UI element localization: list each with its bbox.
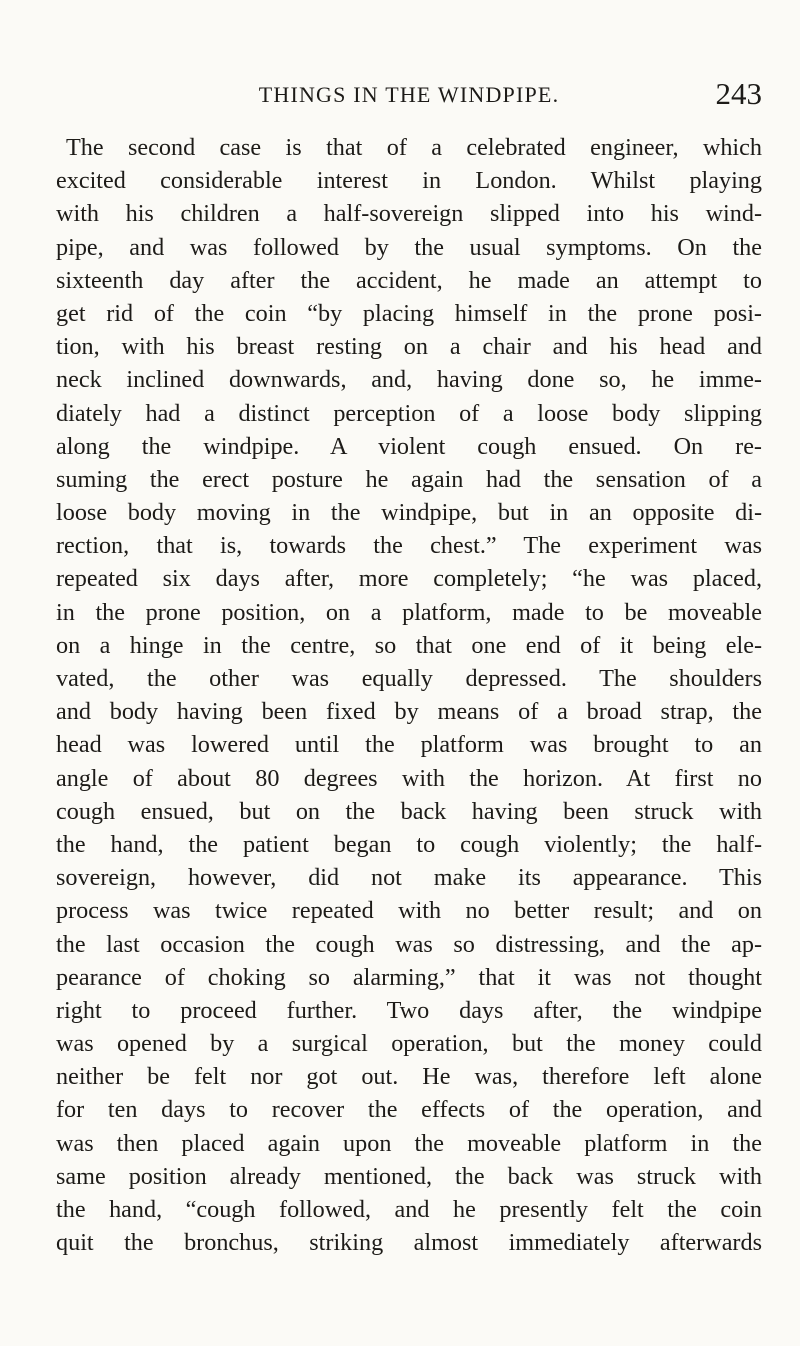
text-line: and body having been fixed by means of a broad strap, the	[56, 698, 762, 726]
text-line: vated, the other was equally depressed. The shoulders	[56, 665, 762, 692]
text-line: suming the erect posture he again had the sensation of a	[56, 465, 762, 493]
text-line: sixteenth day after the accident, he made an attempt to	[56, 266, 762, 294]
text-line: right to proceed further. Two days after, the windpipe	[56, 996, 762, 1024]
text-line: tion, with his breast resting on a chair and his head and	[56, 333, 762, 361]
text-line: for ten days to recover the effects of the operation, and	[56, 1096, 762, 1124]
body-paragraph	[56, 131, 762, 1259]
text-line: angle of about 80 degrees with the horizon. At first no	[56, 764, 762, 792]
text-line: get rid of the coin “by placing himself in the prone posi-	[56, 299, 762, 327]
text-line: diately had a distinct perception of a loose body slipping	[56, 399, 762, 427]
text-line: pipe, and was followed by the usual symptoms. On the	[56, 233, 762, 261]
running-head	[56, 78, 762, 112]
text-line: rection, that is, towards the chest.” The experiment was	[56, 532, 762, 560]
text-line: loose body moving in the windpipe, but in an opposite di-	[56, 499, 762, 527]
text-line: sovereign, however, did not make its appearance. This	[56, 864, 762, 892]
text-line: in the prone position, on a platform, made to be moveable	[56, 598, 762, 626]
text-line: was opened by a surgical operation, but the money could	[56, 1030, 762, 1058]
text-line: the hand, “cough followed, and he presently felt the coin	[56, 1196, 762, 1223]
text-line: on a hinge in the centre, so that one end of it being ele-	[56, 631, 762, 659]
text-line: the last occasion the cough was so distressing, and the ap-	[56, 930, 762, 958]
page-number: 243	[715, 76, 762, 111]
text-line: neck inclined downwards, and, having done so, he imme-	[56, 366, 762, 394]
text-line: quit the bronchus, striking almost immediately afterwards	[56, 1229, 762, 1257]
text-line: process was twice repeated with no better result; and on	[56, 897, 762, 925]
text-line: The second case is that of a celebrated engineer, which	[66, 134, 762, 161]
text-line: pearance of choking so alarming,” that it was not thought	[56, 963, 762, 991]
running-title: THINGS IN THE WINDPIPE.	[258, 82, 560, 107]
text-line: head was lowered until the platform was brought to an	[56, 731, 762, 759]
text-line: along the windpipe. A violent cough ensued. On re-	[56, 432, 762, 460]
text-line: neither be felt nor got out. He was, therefore left alone	[56, 1063, 762, 1091]
text-line: same position already mentioned, the back was struck with	[56, 1162, 762, 1190]
text-line: was then placed again upon the moveable platform in the	[56, 1129, 762, 1157]
text-line: with his children a half-sovereign slipped into his wind-	[56, 200, 762, 228]
text-line: excited considerable interest in London. Whilst playing	[56, 167, 762, 195]
text-line: repeated six days after, more completely; “he was placed,	[56, 565, 762, 593]
text-line: the hand, the patient began to cough violently; the half-	[56, 830, 762, 858]
text-line: cough ensued, but on the back having been struck with	[56, 797, 762, 825]
